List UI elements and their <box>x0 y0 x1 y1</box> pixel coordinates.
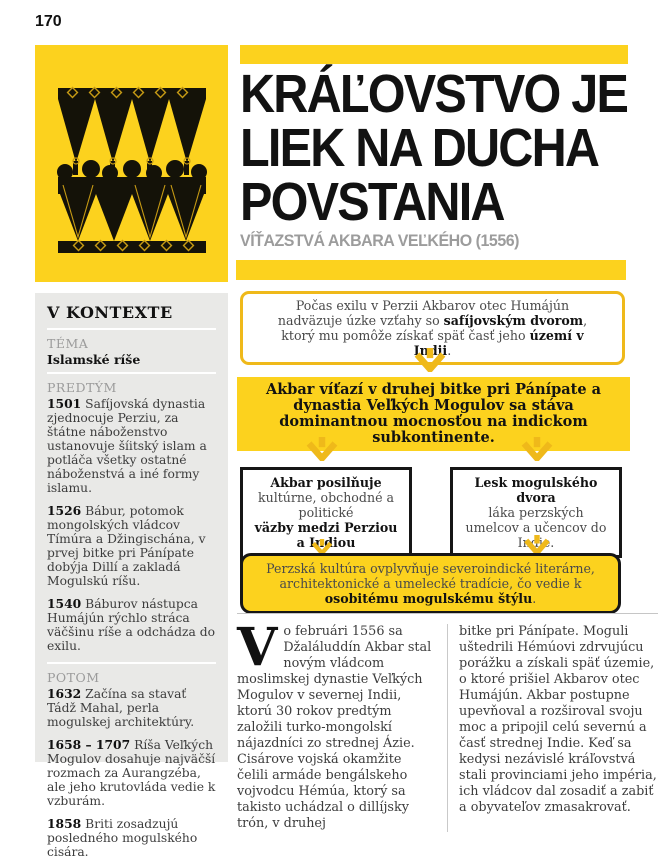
entry-text: Začína sa stavať Tádž Mahal, perla mogulskej architektúry. <box>47 687 195 729</box>
timeline-entry <box>47 687 216 729</box>
entry-text: Briti zosadzujú posledného mogulského cisára. <box>47 817 198 859</box>
arrow-down-icon <box>305 437 339 461</box>
page-subtitle: VÍŤAZSTVÁ AKBARA VEĽKÉHO (1556) <box>240 231 520 250</box>
timeline-entry <box>47 397 216 495</box>
flow-box-ties: Akbar posilňuje kultúrne, obchodné a politické väzby medzi Perziou a Indiou <box>240 467 412 573</box>
title-line-2: LIEK NA DUCHA <box>240 118 599 178</box>
canopy-illustration-svg <box>35 45 228 282</box>
timeline-entry <box>47 597 216 653</box>
drop-cap: V <box>237 617 278 678</box>
theme-label: TÉMA <box>47 336 89 351</box>
entry-year: 1658 – 1707 <box>47 737 131 752</box>
flow-box-court: Lesk mogulského dvora láka perzských umelcov a učencov do Indie. <box>450 467 622 558</box>
article-col-2-text: bitke pri Pánípate. Moguli uštedrili Hémúovi zdrvujúcu porážku a získali späť územie, o ktoré prišiel Akbarov otec Humájún. Akbar postupne upevňoval a rozširoval svoju moc a pripojil celú severnú a časť strednej Indie. Keď sa kedysi nezávislé kráľovstvá stali provinciami jeho impéria, ich vládcov dal zosadiť a zabiť a obyvateľov zmasakrovať. <box>459 624 657 815</box>
entry-text: Safíjovská dynastia zjednocuje Perziu, za štátne náboženstvo ustanovuje šíitský islam a potláča všetky ostatné náboženstvá a iné formy islamu. <box>47 397 207 495</box>
timeline-entry <box>47 504 216 588</box>
entry-year: 1540 <box>47 596 82 611</box>
timeline-entry <box>47 817 216 859</box>
arrow-down-icon <box>520 535 554 555</box>
entry-year: 1501 <box>47 396 82 411</box>
context-divider <box>47 662 216 664</box>
context-divider <box>47 328 216 330</box>
article-col-1 <box>237 617 436 832</box>
context-panel <box>35 293 228 859</box>
page-title <box>240 64 628 232</box>
title-line-3: POVSTANIA <box>240 172 504 232</box>
entry-year: 1526 <box>47 503 82 518</box>
before-label: PREDTÝM <box>47 380 117 395</box>
arrow-down-icon <box>413 348 447 372</box>
title-line-1: KRÁĽOVSTVO JE <box>240 64 628 124</box>
flow-box-culture: Perzská kultúra ovplyvňuje severoindické literárne, architektonické a umelecké tradície, čo vedie k osobitému mogulskému štýlu. <box>240 553 621 614</box>
after-label: POTOM <box>47 670 100 685</box>
article-col-1-text: o februári 1556 sa Džaláluddín Akbar stal novým vládcom moslimskej dynastie Veľkých Mogulov v severnej Indii, ktorú 30 rokov predtým založili turko-mongolskí nájazdníci zo strednej Ázie. Cisárove vojská okamžite čelili armáde bengálskeho vojvodcu Hémúa, ktorý sa takisto uchádzal o dillíjsky trón, v druhej <box>237 624 432 831</box>
entry-text: Báburov nástupca Humájún rýchlo stráca väčšinu ríše a odchádza do exilu. <box>47 597 215 653</box>
context-heading: V KONTEXTE <box>47 303 173 322</box>
entry-year: 1858 <box>47 816 82 831</box>
headline-bar-top <box>240 45 628 64</box>
headline-bar-bottom <box>236 260 626 280</box>
timeline-entry <box>47 738 216 808</box>
entry-year: 1632 <box>47 686 82 701</box>
flow-box-exile: Počas exilu v Perzii Akbarov otec Humájún nadväzuje úzke vzťahy so safíjovským dvorom, ktorý mu pomôže získať späť časť jeho území v Indii. <box>240 291 625 365</box>
entry-text: Ríša Veľkých Mogulov dosahuje najväčší rozmach za Aurangzéba, ale jeho krutovláda vedie k vzburám. <box>47 738 216 808</box>
article <box>237 617 663 832</box>
flow-box-battle: Akbar víťazí v druhej bitke pri Pánípate a dynastia Veľkých Mogulov sa stáva dominantnou mocnosťou na indickom subkontinente. <box>237 377 630 451</box>
article-col-2 <box>447 624 663 832</box>
canopy-illustration <box>35 45 228 282</box>
page-number: 170 <box>35 13 62 30</box>
flowchart <box>237 291 630 613</box>
context-divider <box>47 372 216 374</box>
arrow-down-icon <box>520 437 554 461</box>
theme-value: Islamské ríše <box>47 352 141 367</box>
entry-text: Bábur, potomok mongolských vládcov Tímúra a Džingischána, v prvej bitke pri Pánípate dobýja Dillí a zakladá Mogulskú ríšu. <box>47 504 206 588</box>
section-divider <box>237 613 658 614</box>
